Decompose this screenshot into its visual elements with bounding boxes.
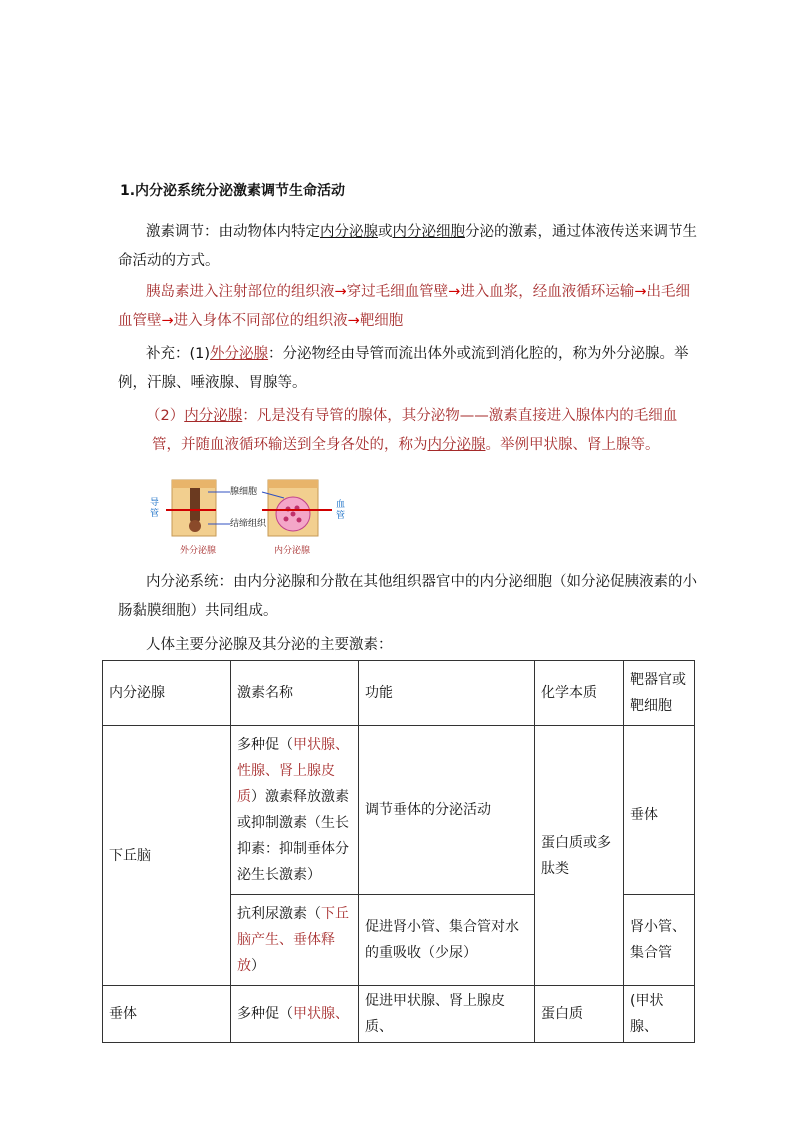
cell-gland: 下丘脑 — [103, 726, 231, 986]
header-chemistry: 化学本质 — [535, 661, 624, 726]
label-endocrine: 内分泌腺 — [274, 546, 311, 556]
header-function: 功能 — [359, 661, 535, 726]
term: 激素调节 — [146, 224, 204, 240]
header-target: 靶器官或靶细胞 — [624, 661, 695, 726]
cell-function: 调节垂体的分泌活动 — [359, 726, 535, 895]
cell-function: 促进甲状腺、肾上腺皮质、 — [359, 986, 535, 1043]
header-hormone: 激素名称 — [231, 661, 359, 726]
cell-target: (甲状腺、 — [624, 986, 695, 1043]
label-exocrine: 外分泌腺 — [180, 546, 217, 556]
cell-function: 促进肾小管、集合管对水的重吸收（少尿） — [359, 895, 535, 986]
cell-chemistry: 蛋白质 — [535, 986, 624, 1043]
header-gland: 内分泌腺 — [103, 661, 231, 726]
cell-gland: 垂体 — [103, 986, 231, 1043]
label-vessel: 血管 — [336, 500, 346, 521]
paragraph-insulin-pathway: 胰岛素进入注射部位的组织液→穿过毛细血管壁→进入血浆，经血液循环运输→出毛细血管壁→进入身体不同部位的组织液→靶细胞 — [118, 284, 690, 329]
cell-target: 垂体 — [624, 726, 695, 895]
table-row — [103, 986, 695, 1043]
paragraph-endocrine-system: 内分泌系统：由内分泌腺和分散在其他组织器官中的内分泌细胞（如分泌促胰液素的小肠黏膜细胞）共同组成。 — [118, 574, 697, 619]
label-gland-cell: 腺细胞 — [230, 487, 258, 497]
cell-hormone: 抗利尿激素（下丘脑产生、垂体释放） — [231, 895, 359, 986]
cell-target: 肾小管、集合管 — [624, 895, 695, 986]
cell-hormone: 多种促（甲状腺、性腺、肾上腺皮质）激素释放激素或抑制激素（生长抑素：抑制垂体分泌生长激素） — [231, 726, 359, 895]
label-connective-tissue: 结缔组织 — [230, 519, 267, 529]
hormone-table — [102, 660, 695, 1043]
paragraph-endocrine: （2）内分泌腺：凡是没有导管的腺体，其分泌物——激素直接进入腺体内的毛细血管，并随血液循环输送到全身各处的，称为内分泌腺。举例甲状腺、肾上腺等。 — [146, 408, 678, 453]
cell-chemistry: 蛋白质或多肽类 — [535, 726, 624, 986]
gland-diagram — [150, 470, 350, 562]
paragraph-hormone-regulation: 激素调节：由动物体内特定内分泌腺或内分泌细胞分泌的激素，通过体液传送来调节生命活动的方式。 — [118, 224, 697, 269]
paragraph-table-intro: 人体主要分泌腺及其分泌的主要激素： — [146, 637, 393, 653]
section-heading: 1.内分泌系统分泌激素调节生命活动 — [120, 183, 346, 199]
paragraph-exocrine: 补充：(1)外分泌腺：分泌物经由导管而流出体外或流到消化腔的，称为外分泌腺。举例，汗腺、唾液腺、胃腺等。 — [118, 346, 689, 391]
label-duct: 导管 — [150, 498, 160, 519]
cell-hormone: 多种促（甲状腺、 — [231, 986, 359, 1043]
table-header-row — [103, 661, 695, 726]
table-row — [103, 726, 695, 895]
